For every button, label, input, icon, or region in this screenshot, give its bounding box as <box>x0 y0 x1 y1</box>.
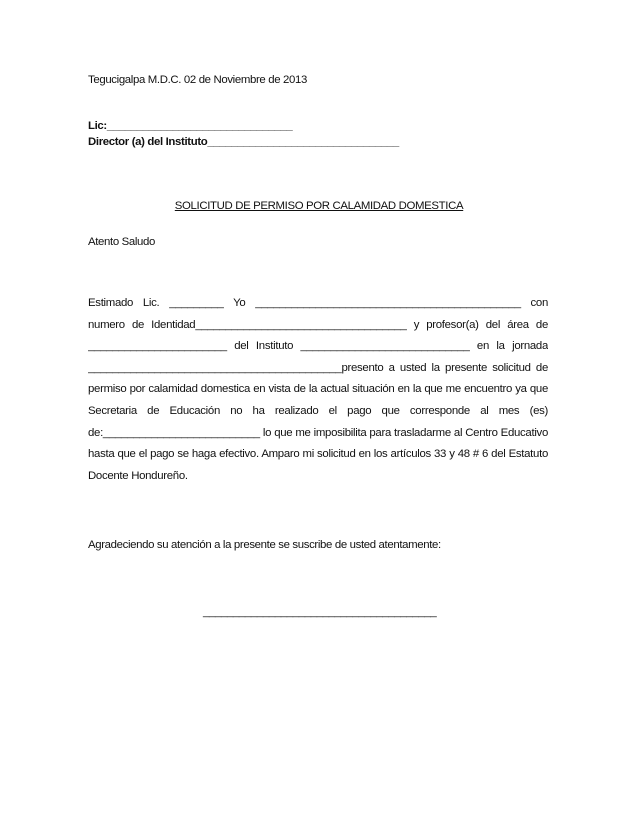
signature-line: _______________________________________ <box>203 606 437 618</box>
body-line: _______________________ del Instituto ____________________________ en la jornada <box>88 340 548 353</box>
body-line: Docente Hondureño. <box>88 469 188 482</box>
body-line: permiso por calamidad domestica en vista de la actual situación en la que me encuentro ya que <box>88 383 548 396</box>
body-line: numero de Identidad___________________________________ y profesor(a) del área de <box>88 318 548 331</box>
lic-line: Lic:_______________________________ <box>88 120 293 132</box>
place-date: Tegucigalpa M.D.C. 02 de Noviembre de 2013 <box>88 74 307 86</box>
body-line: hasta que el pago se haga efectivo. Amparo mi solicitud en los artículos 33 y 48 # 6 del Estatuto <box>88 448 548 461</box>
greeting: Atento Saludo <box>88 236 156 248</box>
body-line: Secretaria de Educación no ha realizado el pago que corresponde al mes (es) <box>88 404 548 417</box>
letter-body <box>88 293 548 487</box>
body-line: __________________________________________presento a usted la presente solicitud de <box>88 361 548 374</box>
body-line: de:__________________________ lo que me imposibilita para trasladarme al Centro Educativo <box>88 426 548 439</box>
document-title: SOLICITUD DE PERMISO POR CALAMIDAD DOMESTICA <box>174 200 464 212</box>
body-line: Estimado Lic. _________ Yo ____________________________________________ con <box>88 297 548 309</box>
director-line: Director (a) del Instituto________________________________ <box>88 136 399 148</box>
closing-text: Agradeciendo su atención a la presente se suscribe de usted atentamente: <box>88 539 441 551</box>
